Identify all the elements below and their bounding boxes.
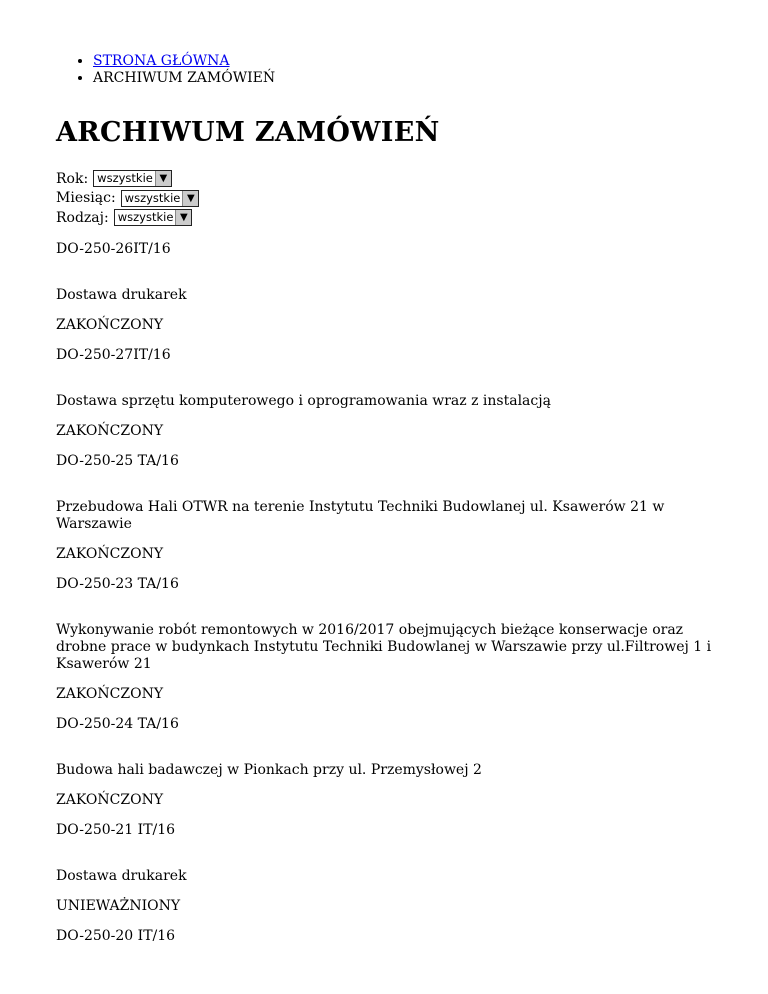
order-status: ZAKOŃCZONY xyxy=(56,423,164,439)
list-item xyxy=(56,241,736,347)
breadcrumb xyxy=(55,53,275,87)
order-code: DO-250-21 IT/16 xyxy=(56,822,176,838)
order-status: ZAKOŃCZONY xyxy=(56,546,164,562)
order-code: DO-250-24 TA/16 xyxy=(56,716,179,732)
order-title[interactable]: Wykonywanie robót remontowych w 2016/2017 obejmujących bieżące konserwacje oraz drobne prace w budynkach Instytutu Techniki Budowlanej w Warszawie przy ul.Filtrowej 1 i Ksawerów 21 xyxy=(56,622,712,672)
order-code: DO-250-23 TA/16 xyxy=(56,576,179,592)
breadcrumb-item-current: • ARCHIWUM ZAMÓWIEŃ xyxy=(93,70,275,87)
order-status: ZAKOŃCZONY xyxy=(56,792,164,808)
filter-year xyxy=(56,169,199,189)
order-status: ZAKOŃCZONY xyxy=(56,317,164,333)
order-code: DO-250-27IT/16 xyxy=(56,347,171,363)
breadcrumb-item-home xyxy=(93,53,275,70)
dropdown-arrow-icon: ▼ xyxy=(155,171,171,186)
order-status: ZAKOŃCZONY xyxy=(56,686,164,702)
month-select[interactable] xyxy=(121,190,200,207)
filter-month xyxy=(56,189,199,209)
order-status: UNIEWAŻNIONY xyxy=(56,898,181,914)
dropdown-arrow-icon: ▼ xyxy=(182,191,198,206)
list-item xyxy=(56,822,736,928)
order-code: DO-250-20 IT/16 xyxy=(56,928,176,944)
filters xyxy=(56,169,199,228)
order-title[interactable]: Przebudowa Hali OTWR na terenie Instytutu Techniki Budowlanej ul. Ksawerów 21 w Warszawie xyxy=(56,499,665,532)
type-select-value: wszystkie xyxy=(117,210,174,225)
order-code: DO-250-26IT/16 xyxy=(56,241,171,257)
month-select-value: wszystkie xyxy=(124,190,181,205)
year-select[interactable] xyxy=(93,170,172,187)
filter-type-label: Rodzaj: xyxy=(56,209,109,226)
filter-type xyxy=(56,208,199,228)
dropdown-arrow-icon: ▼ xyxy=(175,210,191,225)
order-code: DO-250-25 TA/16 xyxy=(56,453,179,469)
list-item xyxy=(56,928,736,974)
list-item xyxy=(56,576,736,716)
type-select[interactable] xyxy=(114,209,193,226)
list-item xyxy=(56,347,736,453)
filter-month-label: Miesiąc: xyxy=(56,190,116,207)
list-item xyxy=(56,716,736,822)
order-title[interactable]: Dostawa drukarek xyxy=(56,868,187,884)
page-title: ARCHIWUM ZAMÓWIEŃ xyxy=(56,117,440,148)
orders-list xyxy=(56,241,736,974)
filter-year-label: Rok: xyxy=(56,170,89,187)
order-title[interactable]: Budowa hali badawczej w Pionkach przy ul. Przemysłowej 2 xyxy=(56,762,482,778)
list-item xyxy=(56,453,736,576)
order-title[interactable]: Dostawa sprzętu komputerowego i oprogramowania wraz z instalacją xyxy=(56,393,551,409)
order-title[interactable]: Dostawa drukarek xyxy=(56,287,187,303)
year-select-value: wszystkie xyxy=(97,171,153,186)
breadcrumb-home-link[interactable]: STRONA GŁÓWNA xyxy=(93,53,230,69)
